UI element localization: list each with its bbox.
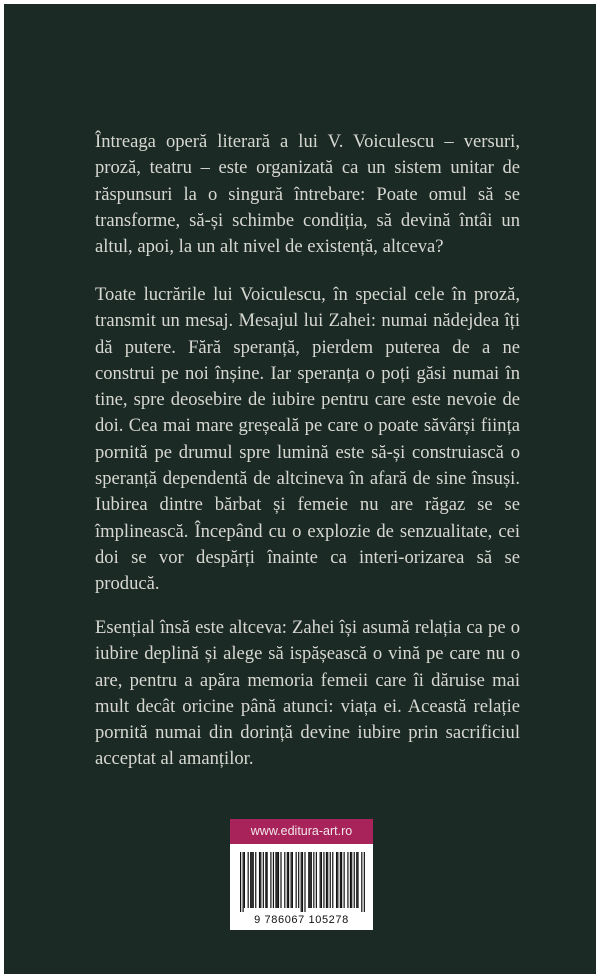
isbn-digits: 9 786067 105278 — [254, 914, 349, 926]
description-paragraph-2: Toate lucrările lui Voiculescu, în special cele în proză, transmit un mesaj. Mesajul lui Zahei: numai nădejdea îți dă putere. Fără speranță, pierdem puterea de a ne construi pe noi înșine. Iar speranța o poți găsi numai în tine, spre deosebire de iubire pentru care este nevoie de doi. Cea mai mare greșeală pe care o poate săvârși ființa pornită pe drumul spre lumină este să-și construiască o speranță dependentă de altcineva în afară de sine însuși. Iubirea dintre bărbat și femeie nu are răgaz se se împlinească. Începând cu o explozie de senzualitate, cei doi se vor despărți înainte ca interi-orizarea să se producă. — [95, 284, 520, 595]
isbn-barcode — [230, 844, 373, 930]
description-paragraph-3: Esențial însă este altceva: Zahei își asumă relația ca pe o iubire deplină și alege să ispășească o vină pe care nu o are, pentru a apăra memoria femeii care îi dăruise mai mult decât oricine până atunci: viața ei. Această relație pornită numai din dorință devine iubire prin sacrificiul acceptat al amanților. — [95, 617, 520, 770]
description-paragraph-1: Întreaga operă literară a lui V. Voiculescu – versuri, proză, teatru – este organizată ca un sistem unitar de răspunsuri la o singură întrebare: Poate omul să se transforme, să-și schimbe condiția, să devină întâi un altul, apoi, la un alt nivel de existență, altceva? — [95, 131, 520, 258]
publisher-website-tag: www.editura-art.ro — [230, 819, 373, 844]
barcode-bars-icon — [240, 852, 365, 912]
